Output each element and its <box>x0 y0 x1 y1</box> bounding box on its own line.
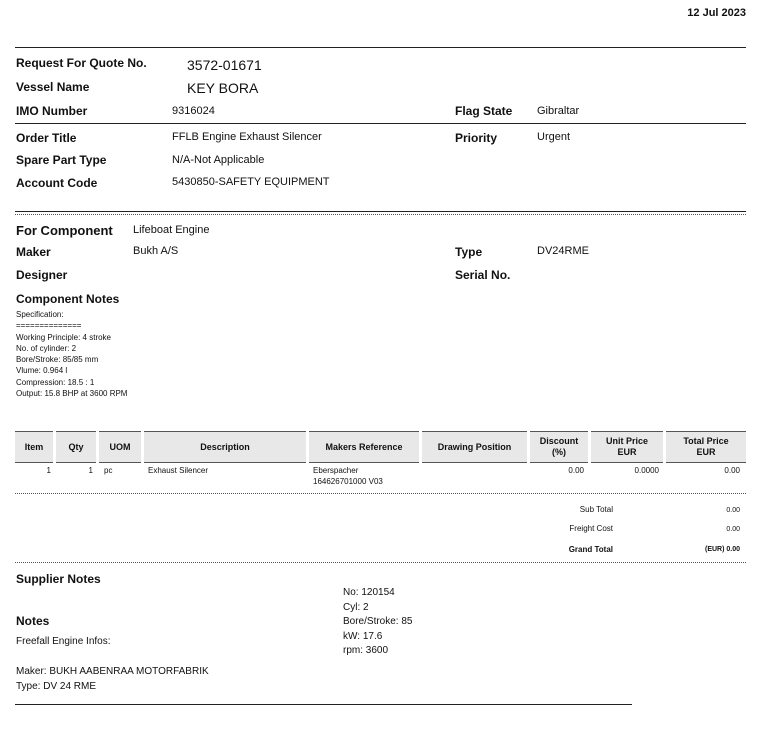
component-note-line: Output: 15.8 BHP at 3600 RPM <box>16 389 128 399</box>
for-component-label: For Component <box>16 223 113 238</box>
vessel-name-value: KEY BORA <box>187 80 259 96</box>
component-note-line: Vlume: 0.964 l <box>16 366 68 376</box>
designer-label: Designer <box>16 268 68 282</box>
spare-part-type-label: Spare Part Type <box>16 153 107 167</box>
priority-value: Urgent <box>537 131 571 143</box>
supplier-note-line: kW: 17.6 <box>343 630 383 642</box>
account-code-label: Account Code <box>16 176 98 190</box>
col-header-unit-price: Unit Price EUR <box>591 431 663 463</box>
col-header-total-price: Total Price EUR <box>666 431 746 463</box>
divider <box>15 123 746 124</box>
supplier-note-line: No: 120154 <box>343 587 395 598</box>
col-header-makers-reference: Makers Reference <box>309 431 419 463</box>
dotted-divider <box>15 562 746 563</box>
row-description: Exhaust Silencer <box>148 466 209 475</box>
notes-line: Freefall Engine Infos: <box>16 636 111 647</box>
divider <box>15 211 746 212</box>
supplier-note-line: rpm: 3600 <box>343 645 389 656</box>
col-header-drawing-position: Drawing Position <box>422 431 527 463</box>
dotted-divider <box>15 493 746 494</box>
component-note-line: No. of cylinder: 2 <box>16 343 77 353</box>
row-unit-price: 0.0000 <box>634 466 659 475</box>
flag-state-label: Flag State <box>455 104 513 118</box>
row-uom: pc <box>104 466 113 475</box>
component-note-line: Bore/Stroke: 85/85 mm <box>16 355 99 365</box>
rfq-number-label: Request For Quote No. <box>16 56 147 70</box>
flag-state-value: Gibraltar <box>537 105 580 117</box>
divider <box>15 704 632 705</box>
type-value: DV24RME <box>537 245 589 257</box>
row-qty: 1 <box>88 466 93 475</box>
sub-total-value: 0.00 <box>726 507 740 514</box>
component-notes <box>16 309 127 399</box>
account-code-value: 5430850-SAFETY EQUIPMENT <box>172 176 330 188</box>
order-title-value: FFLB Engine Exhaust Silencer <box>172 131 322 143</box>
col-header-qty: Qty <box>56 431 96 463</box>
serial-no-label: Serial No. <box>455 268 511 282</box>
component-note-line: Compression: 18.5 : 1 <box>16 377 95 387</box>
maker-value: Bukh A/S <box>133 245 179 257</box>
component-note-line: Specification: <box>16 310 64 319</box>
divider <box>15 47 746 48</box>
vessel-name-label: Vessel Name <box>16 80 90 94</box>
supplier-note-line: Cyl: 2 <box>343 601 369 613</box>
document-date: 12 Jul 2023 <box>687 7 746 19</box>
grand-total-label: Grand Total <box>568 545 613 554</box>
dotted-divider <box>15 214 746 215</box>
row-makers-ref-code: 164626701000 V03 <box>313 477 383 486</box>
sub-total-label: Sub Total <box>579 505 613 514</box>
component-notes-title: Component Notes <box>16 292 120 306</box>
row-total-price: 0.00 <box>724 466 740 475</box>
notes-line: Maker: BUKH AABENRAA MOTORFABRIK <box>16 666 209 677</box>
row-makers-ref-name: Eberspacher <box>313 466 359 475</box>
freight-cost-value: 0.00 <box>726 526 740 533</box>
row-discount: 0.00 <box>568 466 584 475</box>
component-note-line: Working Principle: 4 stroke <box>16 332 111 342</box>
notes-title: Notes <box>16 614 50 628</box>
col-header-uom: UOM <box>99 431 141 463</box>
freight-cost-label: Freight Cost <box>569 524 613 533</box>
type-label: Type <box>455 245 483 259</box>
grand-total-value: (EUR) 0.00 <box>704 546 740 553</box>
supplier-notes-text <box>343 586 412 659</box>
row-item: 1 <box>46 466 51 475</box>
imo-number-value: 9316024 <box>172 105 215 117</box>
for-component-value: Lifeboat Engine <box>133 224 210 236</box>
supplier-note-line: Bore/Stroke: 85 <box>343 616 413 627</box>
component-note-line: ============== <box>16 321 82 331</box>
maker-label: Maker <box>16 245 51 259</box>
rfq-number-value: 3572-01671 <box>187 57 262 73</box>
priority-label: Priority <box>455 131 498 145</box>
supplier-notes-title: Supplier Notes <box>16 572 101 586</box>
col-header-discount: Discount (%) <box>530 431 588 463</box>
order-title-label: Order Title <box>16 131 77 145</box>
imo-number-label: IMO Number <box>16 104 88 118</box>
col-header-description: Description <box>144 431 306 463</box>
spare-part-type-value: N/A-Not Applicable <box>172 154 265 166</box>
col-header-item: Item <box>15 431 53 463</box>
notes-line: Type: DV 24 RME <box>16 681 97 692</box>
